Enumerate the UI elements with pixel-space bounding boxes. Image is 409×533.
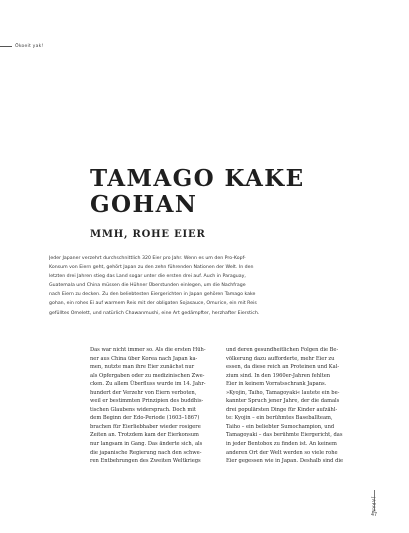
intro-line: Jeder Japaner verzehrt durchschnittlich 320 Eier pro Jahr. Wenn es um den Pro-Kopf- [49, 256, 246, 261]
body-line: als Opfergaben oder zu medizinischen Zwe- [90, 372, 205, 379]
body-line: zium sind. In den 1960er-Jahren fehlten [226, 372, 331, 379]
body-line: tischen Glaubens widersprach. Doch mit [90, 406, 196, 413]
body-line: Taiho – ein beliebter Sumochampion, und [226, 423, 335, 430]
header-label: Ökoeit yak! [15, 44, 44, 49]
body-line: men, nutzte man ihre Eier zunächst nur [90, 364, 195, 371]
intro-line: gefülltes Omelett, und natürlich Chawanmushi, eine Art gedämpfter, herzhafter Eierstich. [49, 310, 260, 316]
body-line: nur langsam in Gang. Das änderte sich, als [90, 441, 203, 448]
body-line: Zeiten an. Trotzdem kam der Eierkonsum [90, 432, 199, 439]
body-line: Tamagoyaki – das berühmte Eiergericht, das [226, 432, 343, 439]
page-number: 47 [371, 513, 378, 518]
body-line: »Kyojin, Taiho, Tamagoyaki« lautete ein be- [226, 389, 340, 396]
body-line: essen, da diese reich an Proteinen und Kal- [226, 364, 340, 371]
body-line: anderen Ort der Welt werden so viele rohe [226, 449, 338, 456]
body-column-right [226, 346, 358, 466]
article-subtitle: MMH, ROHE EIER [90, 229, 206, 240]
header-rule [0, 46, 12, 47]
body-line: völkerung dazu aufforderte, mehr Eier zu [226, 355, 335, 362]
body-column-left [90, 346, 222, 466]
section-label: JAPAN [371, 497, 376, 514]
intro-line: nach Eiern zu decken. Zu den beliebtesten Eiergerichten in Japan gehören Tamago kake [49, 292, 256, 298]
body-line: drei populärsten Dinge für Kinder aufzähl- [226, 406, 338, 413]
body-line: und deren gesundheitlichen Folgen die Be- [226, 347, 339, 353]
intro-line: Guatemala und China müssen die Hühner Überstunden einlegen, um die Nachfrage [49, 283, 246, 289]
running-header [0, 44, 44, 49]
body-line: ner aus China über Korea nach Japan ka- [90, 355, 198, 362]
title-line-1: TAMAGO KAKE [90, 165, 305, 192]
article-title [90, 166, 305, 218]
body-line: brachen für Eierliebhaber wieder rosigere [90, 423, 201, 430]
body-line: dem Beginn der Edo-Periode (1603–1867) [90, 415, 200, 422]
intro-line: Konsum von Eiern geht, gehört Japan zu den zehn führenden Nationen der Welt. In den [49, 265, 254, 271]
intro-paragraph [49, 254, 355, 318]
body-line: te: Kyojin – ein berühmtes Baseballteam, [226, 415, 333, 422]
body-line: cken. Zu allem Überfluss wurde im 14. Jahr- [90, 381, 206, 388]
body-line: kannter Spruch jener Jahre, der die damals [226, 398, 340, 405]
body-line: in jeder Bentobox zu finden ist. An keinem [226, 441, 337, 448]
intro-line: gohan, ein rohes Ei auf warmem Reis mit der obligaten Sojasauce, Omurice, ein mit Reis [49, 301, 257, 307]
body-line: weil er bestimmten Prinzipien des buddhis- [90, 398, 204, 405]
body-line: die japanische Regierung nach den schwe- [90, 449, 202, 456]
body-line: hundert der Verzehr von Eiern verboten, [90, 389, 197, 396]
title-line-2: GOHAN [90, 191, 198, 218]
body-line: Das war nicht immer so. Als die ersten Hüh- [90, 347, 206, 353]
body-line: ren Entbehrungen des Zweiten Weltkriegs [90, 458, 201, 465]
intro-line: letzten drei Jahren stieg das Land sogar unter die ersten drei auf. Auch in Paraguay, [49, 274, 246, 280]
body-line: Eier in keinem Vorratsschrank Japans. [226, 381, 327, 388]
body-line: Eier gegessen wie in Japan. Deshalb sind die [226, 458, 344, 465]
